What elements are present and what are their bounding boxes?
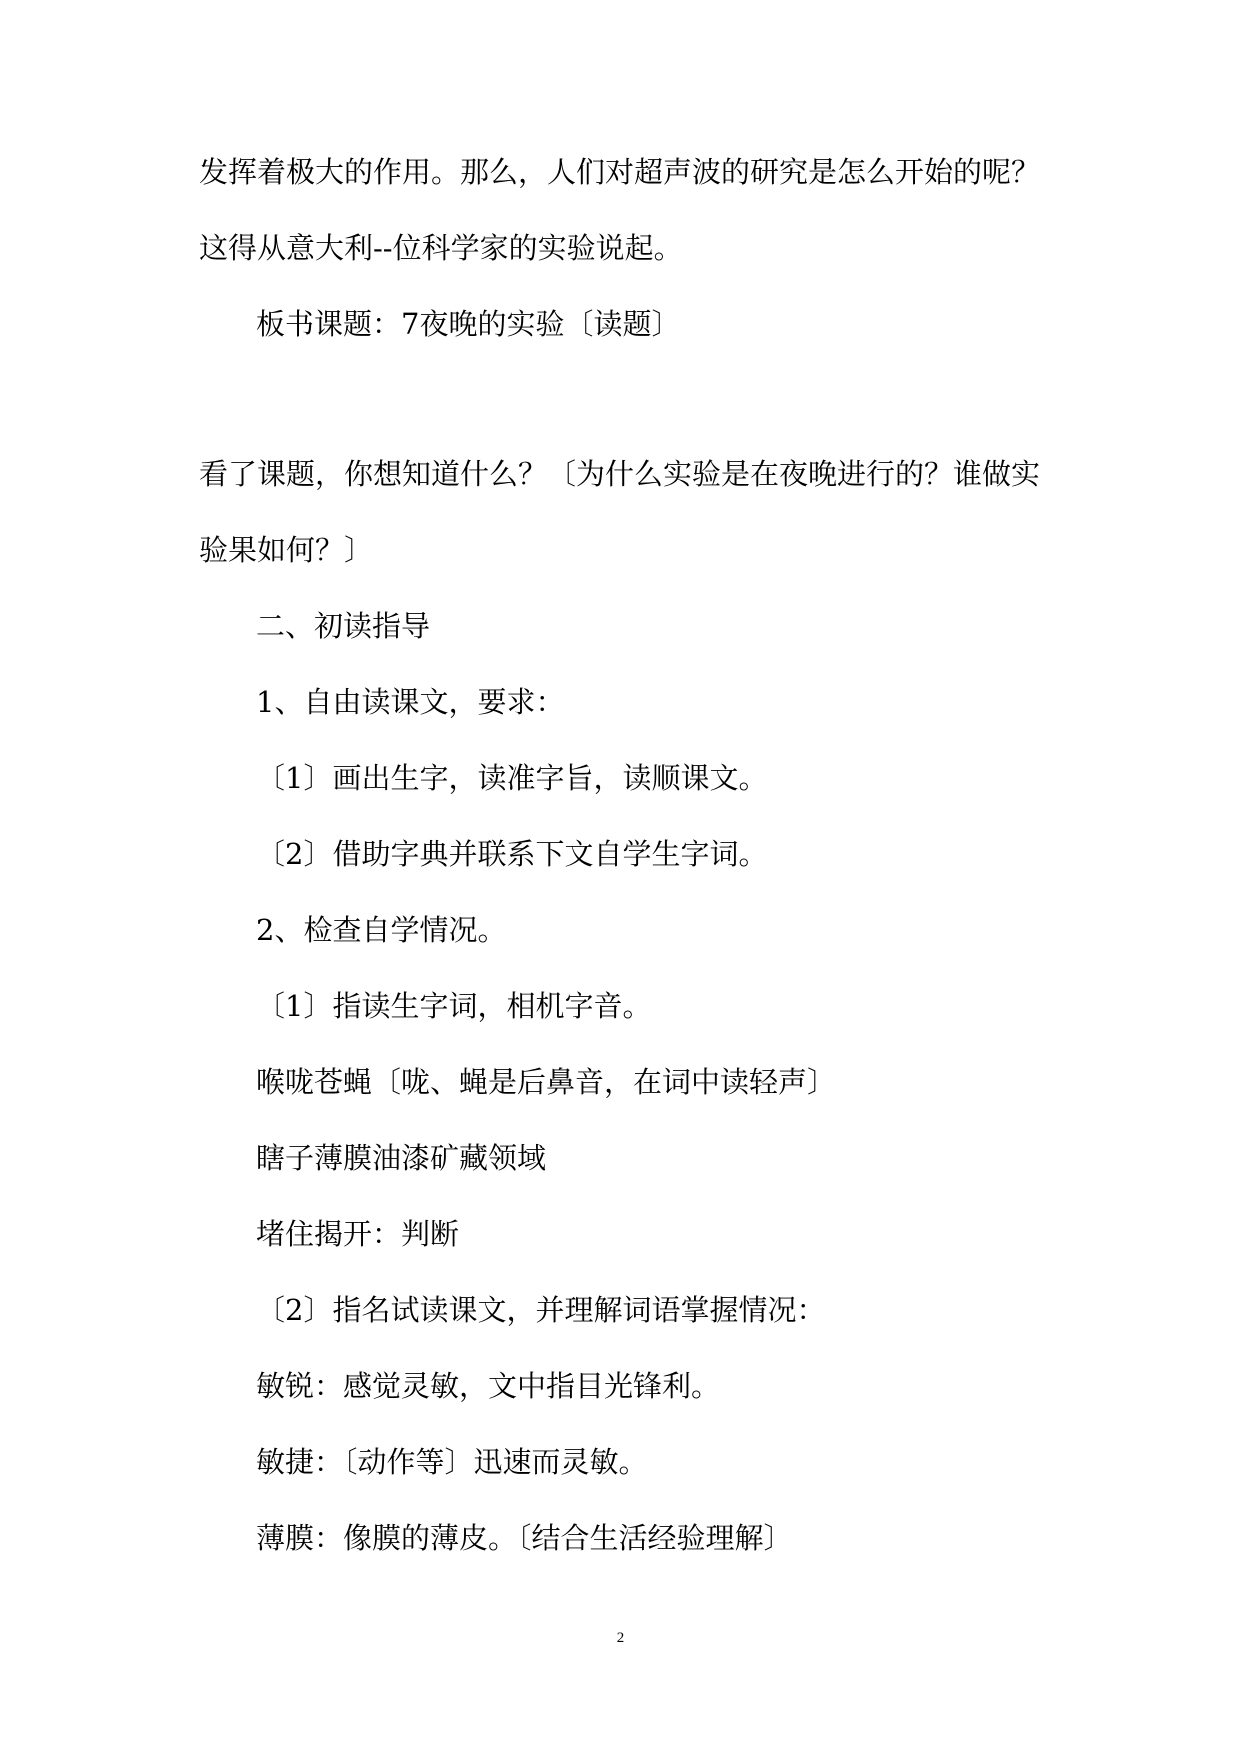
- text-line: 敏锐：感觉灵敏，文中指目光锋利。: [256, 1369, 721, 1403]
- text-line: 喉咙苍蝇〔咙、蝇是后鼻音，在词中读轻声〕: [256, 1065, 837, 1099]
- text-line: 瞎子薄膜油漆矿藏领域: [256, 1141, 547, 1175]
- text-line: 2、检查自学情况。: [256, 913, 507, 947]
- text-line: 〔1〕指读生字词，相机字音。: [256, 989, 652, 1023]
- section-heading: 二、初读指导: [256, 609, 431, 643]
- text-line: 堵住揭开：判断: [256, 1217, 460, 1251]
- text-line: 〔1〕画出生字，读准字旨，读顺课文。: [256, 761, 768, 795]
- text-line: 验果如何？〕: [199, 533, 374, 567]
- text-line: 看了课题，你想知道什么？〔为什么实验是在夜晚进行的？谁做实: [199, 457, 1041, 491]
- page-number: 2: [616, 1630, 625, 1646]
- text-line: 敏捷：〔动作等〕迅速而灵敏。: [256, 1445, 648, 1479]
- text-line: 〔2〕指名试读课文，并理解词语掌握情况：: [256, 1293, 826, 1327]
- text-line: 〔2〕借助字典并联系下文自学生字词。: [256, 837, 768, 871]
- text-line: 1、自由读课文，要求：: [256, 685, 565, 719]
- text-line: 发挥着极大的作用。那么，人们对超声波的研究是怎么开始的呢？: [199, 155, 1041, 189]
- text-line: 板书课题：7夜晚的实验〔读题〕: [256, 307, 681, 341]
- text-line: 薄膜：像膜的薄皮。〔结合生活经验理解〕: [256, 1521, 793, 1555]
- text-line: 这得从意大利--位科学家的实验说起。: [199, 231, 683, 265]
